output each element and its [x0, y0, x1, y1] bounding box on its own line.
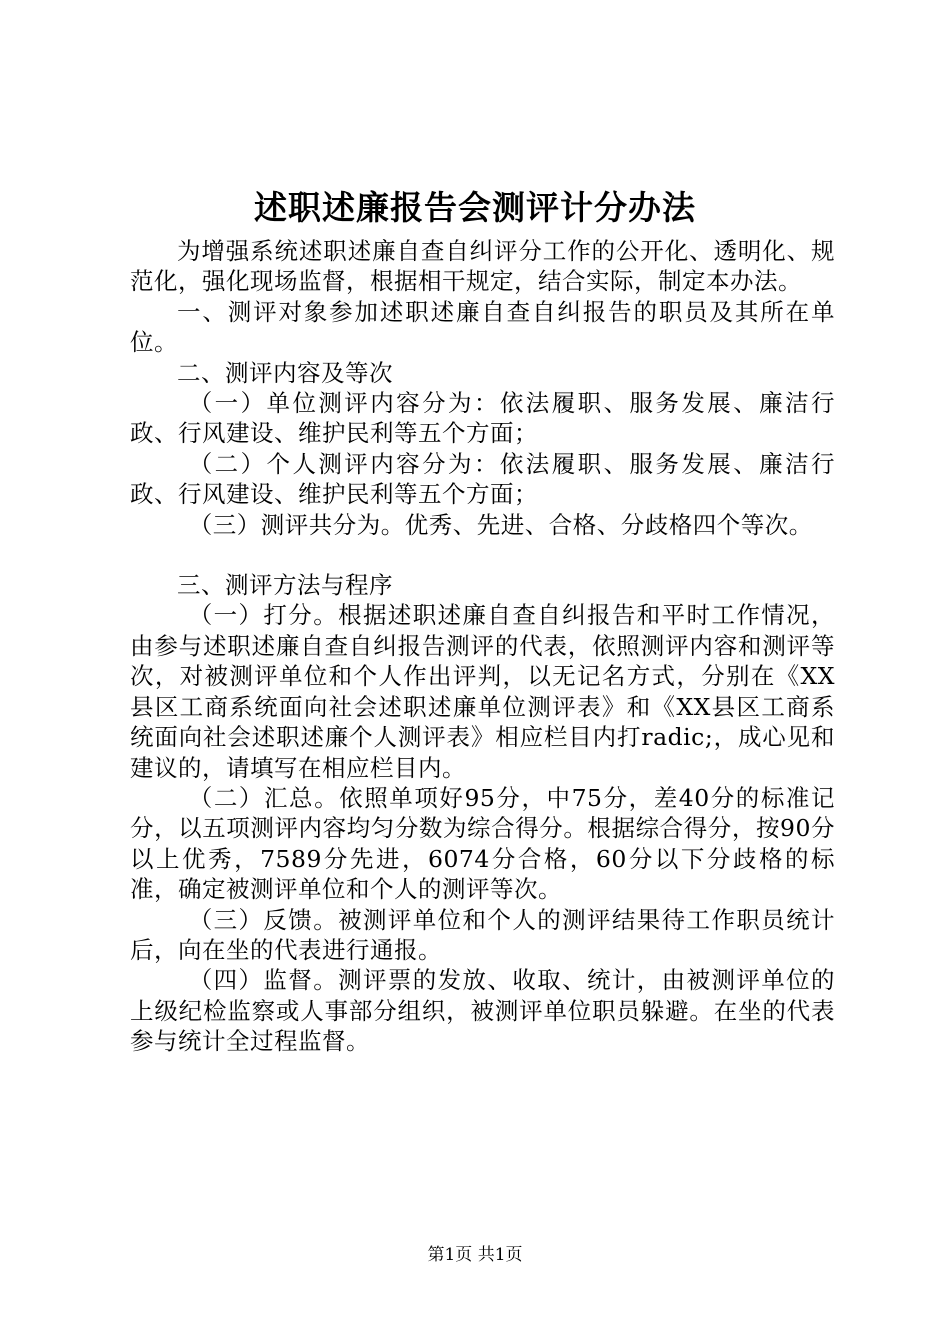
section-3-item-2: （二）汇总。依照单项好95分，中75分，差40分的标准记分，以五项测评内容均匀分数为综合得分。根据综合得分，按90分以上优秀，7589分先进，6074分合格，60分以下分歧格的标准，确定被测评单位和个人的测评等次。	[130, 783, 835, 904]
section-3-heading: 三、测评方法与程序	[177, 571, 393, 600]
document-title: 述职述廉报告会测评计分办法	[254, 188, 696, 227]
document-body	[130, 236, 835, 1057]
section-1-paragraph: 一、测评对象参加述职述廉自查自纠报告的职员及其所在单位。	[130, 297, 835, 357]
intro-paragraph: 为增强系统述职述廉自查自纠评分工作的公开化、透明化、规范化，强化现场监督，根据相干规定，结合实际，制定本办法。	[130, 237, 835, 296]
section-2-item-3: （三）测评共分为。优秀、先进、合格、分歧格四个等次。	[188, 510, 813, 539]
section-3-item-3: （三）反馈。被测评单位和个人的测评结果待工作职员统计后，向在坐的代表进行通报。	[130, 905, 835, 964]
section-3-item-1: （一）打分。根据述职述廉自查自纠报告和平时工作情况，由参与述职述廉自查自纠报告测评的代表，依照测评内容和测评等次，对被测评单位和个人作出评判，以无记名方式，分别在《XX县区工商系统面向社会述职述廉单位测评表》和《XX县区工商系统面向社会述职述廉个人测评表》相应栏目内打radic;，成心见和建议的，请填写在相应栏目内。	[130, 601, 835, 782]
section-3-item-4: （四）监督。测评票的发放、收取、统计，由被测评单位的上级纪检监察或人事部分组织，被测评单位职员躲避。在坐的代表参与统计全过程监督。	[130, 966, 835, 1056]
section-2-item-1: （一）单位测评内容分为：依法履职、服务发展、廉洁行政、行风建设、维护民利等五个方面；	[130, 389, 835, 448]
section-2-item-2: （二）个人测评内容分为：依法履职、服务发展、廉洁行政、行风建设、维护民利等五个方面；	[130, 449, 835, 509]
paragraph-spacer	[130, 540, 835, 570]
page-footer: 第1页 共1页	[427, 1245, 523, 1265]
section-2-heading: 二、测评内容及等次	[177, 358, 393, 387]
